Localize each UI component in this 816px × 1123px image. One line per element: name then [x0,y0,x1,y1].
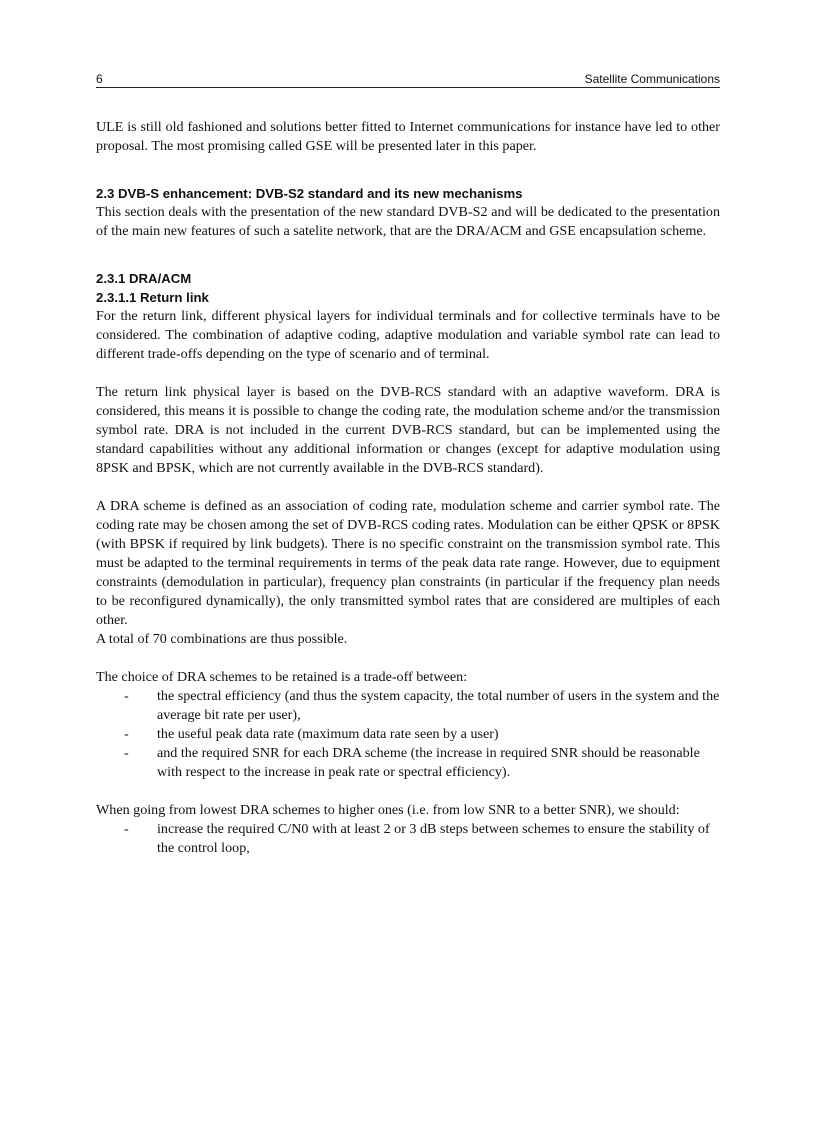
list-dash: - [124,726,129,742]
list-item-text: and the required SNR for each DRA scheme (the increase in required SNR should be reasonable with respect to the increase in peak rate or spectral efficiency). [157,745,700,780]
section-2-3-1-heading: 2.3.1 DRA/ACM [96,271,192,286]
section-2-3-1-1-heading: 2.3.1.1 Return link [96,290,209,305]
list-item [96,744,720,782]
list-item-text: the useful peak data rate (maximum data rate seen by a user) [157,726,499,742]
running-header [96,70,720,88]
list-dash: - [124,821,129,837]
return-link-paragraph-4: A total of 70 combinations are thus possible. [96,631,348,647]
list-item-text: the spectral efficiency (and thus the system capacity, the total number of users in the system and the average bit rate per user), [157,688,720,723]
page-number: 6 [96,72,103,86]
return-link-paragraph-2: The return link physical layer is based on the DVB-RCS standard with an adaptive waveform. DRA is considered, this means it is possible to change the coding rate, the modulation scheme and/or the transmission symbol rate. DRA is not included in the current DVB-RCS standard, but can be implemented using the standard capabilities without any additional information or changes (except for adaptive modulation using 8PSK and BPSK, which are not currently available in the DVB-RCS standard). [96,384,720,476]
section-2-3-heading: 2.3 DVB-S enhancement: DVB-S2 standard and its new mechanisms [96,186,523,201]
going-list [96,820,720,858]
tradeoff-list [96,687,720,782]
return-link-paragraph-3: A DRA scheme is defined as an association of coding rate, modulation scheme and carrier symbol rate. The coding rate may be chosen among the set of DVB-RCS coding rates. Modulation can be either QPSK or 8PSK (with BPSK if required by link budgets). There is no specific constraint on the transmission symbol rate. This must be adapted to the terminal requirements in terms of the peak data rate range. However, due to equipment constraints (demodulation in particular), frequency plan constraints (in particular if the frequency plan needs to be reconfigured dynamically), the only transmitted symbol rates that are considered are multiples of each other. [96,498,720,628]
going-intro: When going from lowest DRA schemes to higher ones (i.e. from low SNR to a better SNR), we should: [96,802,680,818]
tradeoff-intro: The choice of DRA schemes to be retained is a trade-off between: [96,669,468,685]
list-item [96,820,720,858]
list-dash: - [124,688,129,704]
list-dash: - [124,745,129,761]
running-title: Satellite Communications [584,72,720,86]
section-2-3-paragraph: This section deals with the presentation of the new standard DVB-S2 and will be dedicated to the presentation of the main new features of such a satelite network, that are the DRA/ACM and GSE encapsulation scheme. [96,204,720,239]
document-page [96,70,720,858]
list-item [96,725,720,744]
return-link-paragraph-1: For the return link, different physical layers for individual terminals and for collective terminals have to be considered. The combination of adaptive coding, adaptive modulation and variable symbol rate can lead to different trade-offs depending on the type of scenario and of terminal. [96,308,720,362]
list-item-text: increase the required C/N0 with at least 2 or 3 dB steps between schemes to ensure the stability of the control loop, [157,821,710,856]
list-item [96,687,720,725]
intro-paragraph: ULE is still old fashioned and solutions better fitted to Internet communications for instance have led to other proposal. The most promising called GSE will be presented later in this paper. [96,119,720,154]
